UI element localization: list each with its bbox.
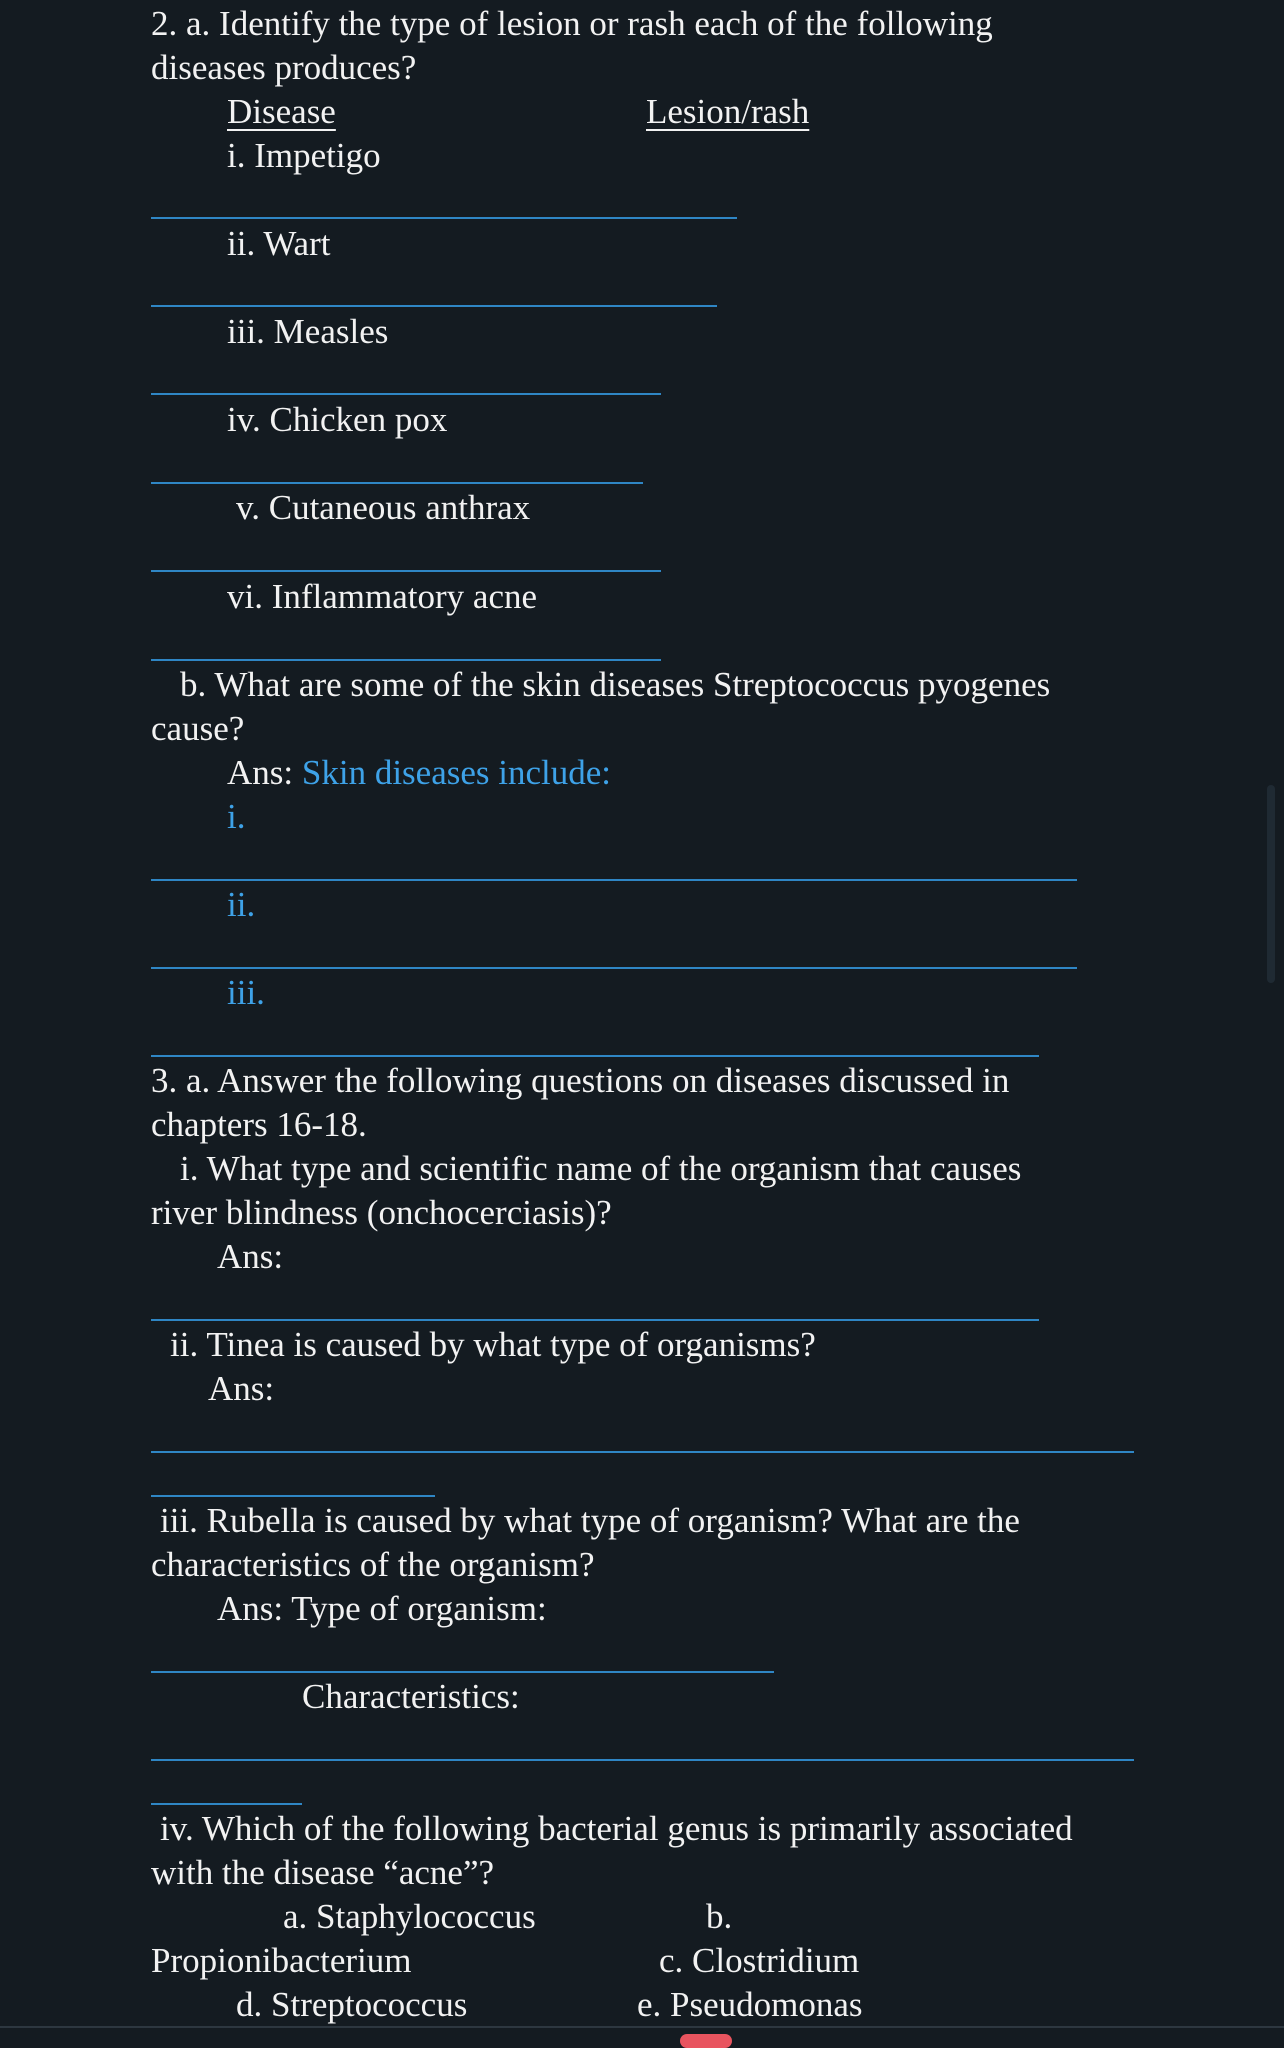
answer-line-q3-iii-type[interactable]	[151, 1671, 774, 1673]
column-header-lesion: Lesion/rash	[646, 92, 810, 131]
scrollbar-thumb[interactable]	[1267, 785, 1275, 983]
q3a-prompt-line2: chapters 16-18.	[151, 1105, 367, 1144]
q3-iii-characteristics-label: Characteristics:	[302, 1677, 520, 1716]
answer-line-wart[interactable]	[151, 305, 717, 307]
q3-iii-line1: iii. Rubella is caused by what type of organism? What are the	[160, 1501, 1020, 1540]
bottom-divider	[0, 2026, 1284, 2028]
answer-line-q3-ii-2[interactable]	[151, 1495, 435, 1497]
disease-impetigo: i. Impetigo	[227, 136, 381, 175]
answer-line-inflammatory-acne[interactable]	[151, 659, 661, 661]
q2b-prompt-line1: b. What are some of the skin diseases Streptococcus pyogenes	[180, 665, 1051, 704]
disease-cutaneous-anthrax: v. Cutaneous anthrax	[236, 488, 531, 527]
q3-iii-line2: characteristics of the organism?	[151, 1545, 595, 1584]
q3-ii-answer-label: Ans:	[208, 1369, 275, 1408]
q2b-item-1-label: i.	[227, 797, 246, 836]
disease-wart: ii. Wart	[227, 224, 331, 263]
q3-iii-type-label: Ans: Type of organism:	[217, 1589, 547, 1628]
answer-line-q3-iii-characteristics-1[interactable]	[151, 1759, 1134, 1761]
disease-chicken-pox: iv. Chicken pox	[227, 400, 448, 439]
answer-line-q2b-1[interactable]	[151, 879, 1077, 881]
bottom-indicator	[680, 2034, 732, 2048]
q3-ii-prompt: ii. Tinea is caused by what type of organisms?	[170, 1325, 816, 1364]
answer-line-cutaneous-anthrax[interactable]	[151, 570, 661, 572]
column-header-disease: Disease	[227, 92, 336, 131]
answer-line-q3-iii-characteristics-2[interactable]	[151, 1803, 302, 1805]
answer-line-q2b-3[interactable]	[151, 1055, 1039, 1057]
answer-line-chicken-pox[interactable]	[151, 482, 643, 484]
answer-line-measles[interactable]	[151, 393, 661, 395]
answer-line-q3-i[interactable]	[151, 1319, 1039, 1321]
disease-inflammatory-acne: vi. Inflammatory acne	[227, 577, 538, 616]
option-b[interactable]: b.	[706, 1897, 733, 1936]
q3a-prompt-line1: 3. a. Answer the following questions on diseases discussed in	[151, 1061, 1010, 1100]
q2b-answer	[227, 751, 611, 795]
q2a-prompt-line2: diseases produces?	[151, 48, 417, 87]
answer-line-q2b-2[interactable]	[151, 967, 1077, 969]
q2a-prompt-line1: 2. a. Identify the type of lesion or rash each of the following	[151, 4, 993, 43]
option-b-continued[interactable]: Propionibacterium	[151, 1941, 412, 1980]
option-c[interactable]: c. Clostridium	[659, 1941, 860, 1980]
q2b-answer-text: Skin diseases include:	[301, 753, 611, 792]
q2b-prompt-line2: cause?	[151, 709, 245, 748]
q3-i-answer-label: Ans:	[217, 1237, 284, 1276]
q2b-answer-prefix: Ans:	[227, 753, 302, 792]
q2b-item-3-label: iii.	[227, 973, 265, 1012]
q2b-item-2-label: ii.	[227, 885, 256, 924]
option-d[interactable]: d. Streptococcus	[236, 1985, 468, 2024]
disease-measles: iii. Measles	[227, 312, 389, 351]
option-a[interactable]: a. Staphylococcus	[283, 1897, 536, 1936]
q3-iv-line1: iv. Which of the following bacterial genus is primarily associated	[160, 1809, 1073, 1848]
answer-line-q3-ii-1[interactable]	[151, 1451, 1134, 1453]
q3-i-line1: i. What type and scientific name of the organism that causes	[180, 1149, 1022, 1188]
answer-line-impetigo[interactable]	[151, 217, 737, 219]
q3-i-line2: river blindness (onchocerciasis)?	[151, 1193, 612, 1232]
option-e[interactable]: e. Pseudomonas	[637, 1985, 863, 2024]
q3-iv-line2: with the disease “acne”?	[151, 1853, 495, 1892]
